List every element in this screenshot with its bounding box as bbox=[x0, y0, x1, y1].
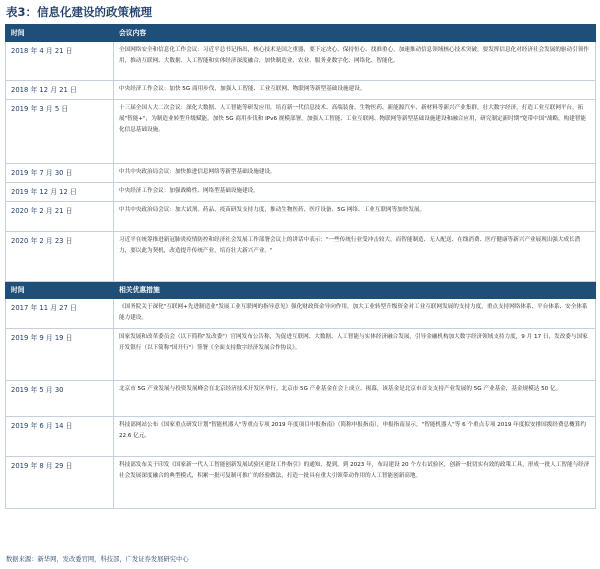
header-time: 时间 bbox=[6, 282, 114, 299]
table-row bbox=[6, 42, 596, 81]
row-date: 2019 年 3 月 5 日 bbox=[6, 100, 114, 164]
row-text: 《国务院关于深化"互联网+先进制造业"发展工业互联网的指导意见》强化财政资金导向作用，加大工业转型升级资金对工业互联网发展的支持力度，重点支持网络体系、平台体系、安全体系能力建设。 bbox=[114, 299, 596, 329]
row-text: 十三届全国人大二次会议：深化大数据、人工智能等研发应用，培育新一代信息技术、高端装备、生物医药、新能源汽车、新材料等新兴产业集群，壮大数字经济。打造工业互联网平台，拓展"智能+"，为制造业转型升级赋能。加快 5G 商用步伐和 IPv6 规模部署，加强人工智能、工业互联网、物联网等新型基础设施建设和融合应用，研究制定新时期"宽带中国"战略，构建智能化信息基础设施。 bbox=[114, 100, 596, 164]
table-row bbox=[6, 299, 596, 329]
row-text: 习近平在统筹推进新冠肺炎疫情防控和经济社会发展工作部署会议上的讲话中表示："一些传统行业受冲击较大，而智能制造、无人配送、在线消费、医疗健康等新兴产业展现出强大成长潜力，要以此为契机，改造提升传统产业，培育壮大新兴产业。" bbox=[114, 232, 596, 282]
table-row bbox=[6, 417, 596, 457]
row-text: 全国网络安全和信息化工作会议：习近平总书记指出，核心技术是国之重器，要下定决心、保持恒心、找准重心，加速推动信息领域核心技术突破。要发挥信息化对经济社会发展的驱动引领作用，推动互联网、大数据、人工智能和实体经济深度融合，加快制造业、农业、服务业数字化、网络化、智能化。 bbox=[114, 42, 596, 81]
row-text: 中共中央政治局会议：加大试剂、药品、疫苗研发支持力度，推动生物医药、医疗设备、5G 网络、工业互联网等加快发展。 bbox=[114, 202, 596, 232]
header-content: 相关优惠措施 bbox=[114, 282, 596, 299]
table-row bbox=[6, 329, 596, 381]
table-row bbox=[6, 202, 596, 232]
row-date: 2018 年 4 月 21 日 bbox=[6, 42, 114, 81]
row-date: 2018 年 12 月 21 日 bbox=[6, 81, 114, 100]
source-note: 数据来源：新华网，发改委官网，科技部，广发证券发展研究中心 bbox=[6, 556, 189, 563]
table-header-row bbox=[6, 25, 596, 42]
row-date: 2019 年 7 月 30 日 bbox=[6, 164, 114, 183]
row-date: 2020 年 2 月 21 日 bbox=[6, 202, 114, 232]
row-date: 2019 年 12 月 12 日 bbox=[6, 183, 114, 202]
row-date: 2019 年 5 月 30 bbox=[6, 381, 114, 417]
table-row bbox=[6, 381, 596, 417]
row-text: 科技部发布关于印发《国家新一代人工智能创新发展试验区建设工作指引》的通知，提到，到 2023 年，布局建设 20 个左右试验区，创新一批切实有效的政策工具，形成一批人工智能与经济社会发展深度融合的典型模式，积累一批可复制可推广的经验做法，打造一批具有重大引领带动作用的人工智能创新高地。 bbox=[114, 457, 596, 509]
table-row bbox=[6, 183, 596, 202]
header-time: 时间 bbox=[6, 25, 114, 42]
row-date: 2017 年 11 月 27 日 bbox=[6, 299, 114, 329]
row-text: 科技部网站公布《国家重点研发计划"智能机器人"等重点专项 2019 年度项目申报指南》（简称申报指南），申报指南显示，"智能机器人"等 6 个重点专项 2019 年度拟安排国拨经费总概算约 22.6 亿元。 bbox=[114, 417, 596, 457]
row-date: 2020 年 2 月 23 日 bbox=[6, 232, 114, 282]
header-content: 会议内容 bbox=[114, 25, 596, 42]
row-date: 2019 年 9 月 19 日 bbox=[6, 329, 114, 381]
table-row bbox=[6, 164, 596, 183]
policy-table bbox=[5, 24, 596, 509]
row-text: 中央经济工作会议：加强战略性、网络型基础设施建设。 bbox=[114, 183, 596, 202]
row-date: 2019 年 6 月 14 日 bbox=[6, 417, 114, 457]
table-row bbox=[6, 232, 596, 282]
row-date: 2019 年 8 月 29 日 bbox=[6, 457, 114, 509]
row-text: 北京市 5G 产业发展与投资发展峰会在北京经济技术开发区举行。北京市 5G 产业基金在会上成立、揭幕，该基金是北京市首支支持产业发展的 5G 产业基金，基金规模达 50 亿。 bbox=[114, 381, 596, 417]
table-row bbox=[6, 457, 596, 509]
table-row bbox=[6, 100, 596, 164]
row-text: 中共中央政治局会议：加快推进信息网络等新型基础设施建设。 bbox=[114, 164, 596, 183]
table-row bbox=[6, 81, 596, 100]
table-header-row bbox=[6, 282, 596, 299]
row-text: 国家发展和改革委员会（以下简称"发改委"）官网发布公告称，为促进互联网、大数据、人工智能与实体经济融合发展，引导金融机构加大数字经济领域支持力度，9 月 17 日，发改委与国家开发银行（以下简称"国开行"）签署《全面支持数字经济发展合作协议》。 bbox=[114, 329, 596, 381]
row-text: 中央经济工作会议：加快 5G 商用步伐，加强人工智能、工业互联网、物联网等新型基础设施建设。 bbox=[114, 81, 596, 100]
table-title: 表3：信息化建设的政策梳理 bbox=[6, 5, 153, 19]
